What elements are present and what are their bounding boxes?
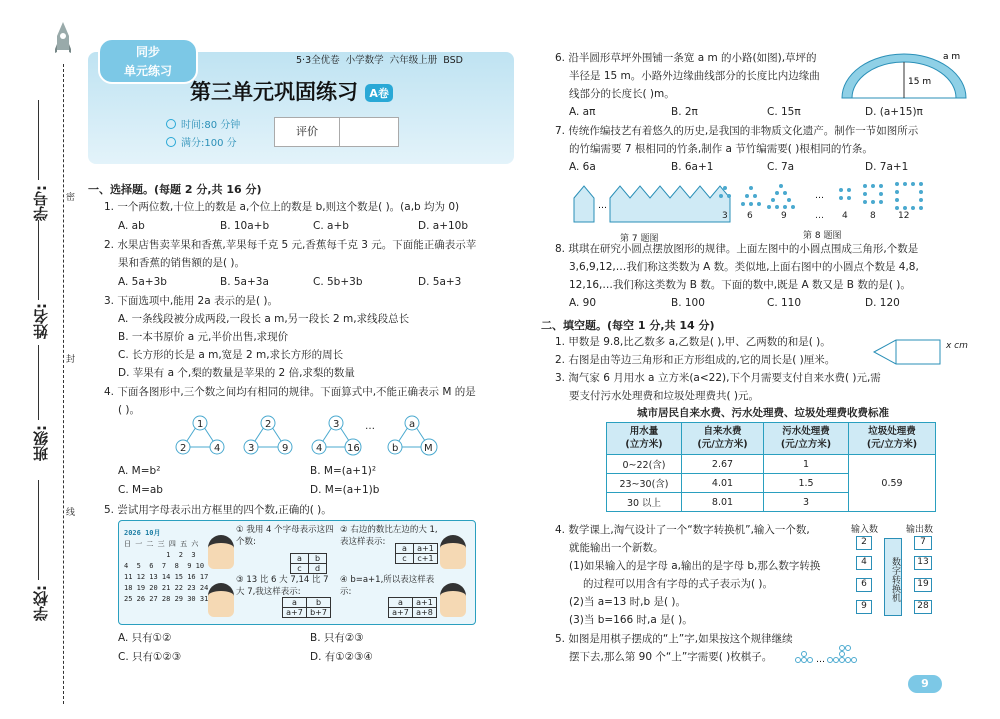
q8-opt-a: A. 90 — [569, 297, 597, 309]
g3-cell: a — [283, 598, 307, 608]
f2-text: 2. 右图是由等边三角形和正方形组成的,它的周长是( )厘米。 — [555, 354, 836, 366]
svg-text:…: … — [598, 201, 607, 211]
feng-mark: 封 — [66, 355, 76, 365]
tri1-right: 4 — [214, 443, 221, 454]
g1-cell: b — [309, 554, 327, 564]
badge-line1: 同步 — [135, 45, 160, 59]
table-cell: 1.5 — [764, 474, 849, 493]
tri3-left: 4 — [316, 443, 323, 454]
dot-num: 4 — [842, 211, 848, 221]
fee-table — [606, 422, 936, 512]
q1-opt-c: C. a+b — [313, 220, 349, 232]
sec2-heading: 二、填空题。(每空 1 分,共 14 分) — [541, 319, 715, 332]
cal-row: 25 26 27 28 29 30 31 — [124, 595, 209, 603]
g4-cell: a+7 — [389, 608, 413, 618]
f3-text-a: 3. 淘气家 6 月用水 a 立方米(a<22),下个月需要支付自来水费( )元,需 — [555, 372, 881, 384]
th-garbage: 垃圾处理费 (元/立方米) — [849, 423, 936, 455]
child-icon — [440, 535, 466, 569]
tri2-top: 2 — [265, 419, 272, 430]
q4-opt-c: C. M=ab — [118, 484, 163, 496]
statement-1: ① 我用 4 个字母表示这四个数: — [236, 525, 334, 547]
f4-text-d: 的过程可以用含有字母的式子表示为( )。 — [583, 578, 774, 590]
f4-text-e: (2)当 a=13 时,b 是( )。 — [569, 596, 687, 608]
xingming-label: 姓名: — [32, 303, 50, 339]
time-text: 时间:80 分钟 — [181, 120, 241, 131]
q7-text2: 的竹编需要 7 根相同的竹条,制作 a 节竹编需要( )根相同的竹条。 — [569, 143, 873, 155]
table-cell: 3 — [764, 493, 849, 512]
q1-opt-d: D. a+10b — [418, 220, 469, 232]
q3-opt-a: A. 一条线段被分成两段,一段长 a m,另一段长 2 m,求线段总长 — [118, 313, 410, 325]
xingming-line — [38, 220, 39, 300]
machine-in-label: 输入数 — [851, 525, 879, 535]
tri2-right: 9 — [282, 443, 289, 454]
q6-text3: 线部分的长度长( )m。 — [569, 88, 675, 100]
table-cell: 2.67 — [682, 455, 764, 474]
f1-text: 1. 甲数是 9.8,比乙数多 a,乙数是( ),甲、乙两数的和是( )。 — [555, 336, 831, 348]
tri4-top: a — [409, 419, 416, 430]
g1-cell: d — [309, 564, 327, 574]
g2-cell: a+1 — [414, 544, 438, 554]
xuehao-line — [38, 100, 39, 180]
q6-opt-a: A. aπ — [569, 106, 596, 118]
title-tag: A卷 — [365, 84, 393, 102]
tri-2 — [244, 416, 292, 454]
th-sewage: 污水处理费 (元/立方米) — [764, 423, 849, 455]
q6-text1: 6. 沿半圆形草坪外围铺一条宽 a m 的小路(如图),草坪的 — [555, 52, 817, 64]
machine-out-label: 输出数 — [906, 525, 934, 535]
g3-cell: b+7 — [307, 608, 331, 618]
child-icon — [208, 535, 234, 569]
cal-head: 2026 10月 — [124, 529, 161, 537]
clock-icon — [166, 119, 176, 129]
badge — [98, 38, 198, 84]
grid-1 — [290, 553, 327, 574]
q4-triangles — [165, 415, 450, 460]
tri1-top: 1 — [197, 419, 204, 430]
q5-text: 5. 尝试用字母表示出方框里的四个数,正确的( )。 — [104, 504, 332, 516]
q7-opt-b: B. 6a+1 — [671, 161, 714, 173]
in-box: 6 — [856, 578, 872, 592]
g2-cell: c+1 — [414, 554, 438, 564]
tri2-left: 3 — [248, 443, 255, 454]
tri-3 — [312, 416, 361, 455]
q2-opt-b: B. 5a+3a — [220, 276, 269, 288]
rating-label: 评价 — [275, 118, 340, 146]
q2-opt-c: C. 5b+3b — [313, 276, 363, 288]
page-title — [190, 76, 393, 106]
score-text: 满分:100 分 — [181, 138, 237, 149]
banji-line — [38, 345, 39, 420]
in-box: 4 — [856, 556, 872, 570]
f2-side-label: x cm — [946, 341, 968, 351]
binding-line — [63, 64, 64, 704]
svg-text:…: … — [815, 191, 824, 201]
tri3-right: 16 — [347, 443, 360, 454]
banji-label: 班级: — [32, 425, 50, 461]
q6-opt-d: D. (a+15)π — [865, 106, 923, 118]
dot-num: … — [815, 211, 824, 221]
out-box: 28 — [914, 600, 932, 614]
q1-text: 1. 一个两位数,十位上的数是 a,个位上的数是 b,则这个数是( )。(a,b 均为 0) — [104, 201, 460, 213]
g1-cell: c — [291, 564, 309, 574]
table-cell: 1 — [764, 455, 849, 474]
rating-box — [274, 117, 399, 147]
xuehao-label: 学号: — [32, 185, 50, 221]
machine-io — [856, 536, 936, 616]
table-cell: 23~30(含) — [607, 474, 682, 493]
q6-text2: 半径是 15 m。小路外边缘曲线部分的长度比内边缘曲 — [569, 70, 820, 82]
q8-text1: 8. 琪琪在研究小圆点摆放图形的规律。上面左图中的小圆点围成三角形,个数是 — [555, 243, 919, 255]
sec1-heading: 一、选择题。(每题 2 分,共 16 分) — [88, 183, 262, 196]
statement-4: ④ b=a+1,所以表这样表示: — [340, 575, 435, 597]
mi-mark: 密 — [66, 193, 76, 203]
q4-opt-a: A. M=b² — [118, 465, 161, 477]
dot-num: 6 — [747, 211, 753, 221]
xuexiao-line — [38, 480, 39, 580]
f4-text-f: (3)当 b=166 时,a 是( )。 — [569, 614, 693, 626]
table-cell: 4.01 — [682, 474, 764, 493]
q4-text2: ( )。 — [118, 404, 141, 416]
cal-row: 1 2 3 — [124, 551, 196, 559]
q3-opt-c: C. 长方形的长是 a m,宽是 2 m,求长方形的周长 — [118, 349, 344, 361]
q6-semicircle-figure — [838, 50, 978, 102]
q8-text3: 12,16,…我们称这类数为 B 数。下面的数中,既是 A 数又是 B 数的是( )。 — [569, 279, 911, 291]
g3-cell: b — [307, 598, 331, 608]
header-info: 5·3全优卷 小学数学 六年级上册 BSD — [296, 55, 463, 66]
q3-opt-d: D. 苹果有 a 个,梨的数量是苹果的 2 倍,求梨的数量 — [118, 367, 355, 379]
tri-1 — [176, 416, 224, 454]
q8-opt-d: D. 120 — [865, 297, 900, 309]
statement-3: ③ 13 比 6 大 7,14 比 7 大 7,我这样表示: — [236, 575, 329, 597]
g4-cell: a — [389, 598, 413, 608]
table-cell: 8.01 — [682, 493, 764, 512]
th-water: 自来水费 (元/立方米) — [682, 423, 764, 455]
q1-opt-a: A. ab — [118, 220, 145, 232]
rocket-icon — [55, 22, 71, 60]
cal-week: 日 一 二 三 四 五 六 — [124, 540, 199, 548]
child-icon — [440, 583, 466, 617]
child-icon — [208, 583, 234, 617]
q5-opt-a: A. 只有①② — [118, 632, 172, 644]
chess-piece-figure — [790, 640, 870, 666]
table-title: 城市居民自来水费、污水处理费、垃圾处理费收费标准 — [637, 407, 889, 419]
grid-2 — [395, 543, 438, 564]
q6-radius-label: 15 m — [908, 77, 932, 87]
page-number-badge: 9 — [908, 675, 942, 693]
tri4-left: b — [392, 443, 399, 454]
q3-opt-b: B. 一本书原价 a 元,半价出售,求现价 — [118, 331, 289, 343]
f4-text-c: (1)如果输入的是字母 a,输出的是字母 b,那么数字转换 — [569, 560, 821, 572]
dot-num: 12 — [898, 211, 910, 221]
dot-num: 3 — [722, 211, 728, 221]
g4-cell: a+8 — [413, 608, 437, 618]
q8-caption: 第 8 题图 — [803, 231, 842, 241]
f5-text-a: 5. 如图是用棋子摆成的“上”字,如果按这个规律继续 — [555, 633, 793, 645]
g2-cell: c — [396, 554, 414, 564]
tri3-top: 3 — [333, 419, 340, 430]
q4-opt-b: B. M=(a+1)² — [310, 465, 377, 477]
tri-4 — [388, 416, 437, 455]
q6-opt-c: C. 15π — [767, 106, 801, 118]
q2-opt-d: D. 5a+3 — [418, 276, 462, 288]
q7-caption: 第 7 题图 — [620, 234, 659, 244]
tri-ellipsis: … — [365, 421, 375, 432]
dot-num: 9 — [781, 211, 787, 221]
g2-cell: a — [396, 544, 414, 554]
cal-row: 4 5 6 7 8 9 10 — [124, 562, 205, 570]
f5-text-b: 摆下去,那么第 90 个“上”字需要( )枚棋子。 — [569, 651, 773, 663]
svg-text:…: … — [816, 655, 825, 665]
machine-body: 数字转换机 — [884, 538, 902, 616]
q8-opt-b: B. 100 — [671, 297, 705, 309]
f4-text-b: 就能输出一个新数。 — [569, 542, 664, 554]
q7-opt-c: C. 7a — [767, 161, 795, 173]
table-cell-merged: 0.59 — [849, 455, 936, 512]
q7-opt-d: D. 7a+1 — [865, 161, 909, 173]
cal-row: 18 19 20 21 22 23 24 — [124, 584, 209, 592]
g1-cell: a — [291, 554, 309, 564]
out-box: 7 — [914, 536, 932, 550]
dot-num: 8 — [870, 211, 876, 221]
g4-cell: a+1 — [413, 598, 437, 608]
in-box: 9 — [856, 600, 872, 614]
q4-opt-d: D. M=(a+1)b — [310, 484, 380, 496]
f3-text-b: 要支付污水处理费和垃圾处理费共( )元。 — [569, 390, 760, 402]
grid-3 — [282, 597, 331, 618]
xian-mark: 线 — [66, 508, 76, 518]
q8-text2: 3,6,9,12,…我们称这类数为 A 数。类似地,上面右图中的小圆点个数是 4,8, — [569, 261, 919, 273]
calendar — [124, 528, 209, 605]
q6-opt-b: B. 2π — [671, 106, 698, 118]
in-box: 2 — [856, 536, 872, 550]
title-text: 第三单元巩固练习 — [190, 80, 358, 104]
q7-opt-a: A. 6a — [569, 161, 596, 173]
q3-text: 3. 下面选项中,能用 2a 表示的是( )。 — [104, 295, 279, 307]
out-box: 13 — [914, 556, 932, 570]
q6-width-label: a m — [943, 52, 961, 62]
badge-line2: 单元练习 — [123, 64, 172, 78]
table-cell: 0~22(含) — [607, 455, 682, 474]
q2-opt-a: A. 5a+3b — [118, 276, 167, 288]
out-box: 19 — [914, 578, 932, 592]
tri4-right: M — [424, 443, 433, 454]
th-usage: 用水量 (立方米) — [607, 423, 682, 455]
grid-4 — [388, 597, 437, 618]
statement-2: ② 右边的数比左边的大 1,表这样表示: — [340, 525, 438, 547]
q8-opt-c: C. 110 — [767, 297, 802, 309]
table-cell: 30 以上 — [607, 493, 682, 512]
q5-opt-c: C. 只有①②③ — [118, 651, 182, 663]
xuexiao-label: 学校: — [32, 585, 50, 621]
check-icon — [166, 137, 176, 147]
g3-cell: a+7 — [283, 608, 307, 618]
cal-row: 11 12 13 14 15 16 17 — [124, 573, 209, 581]
q5-opt-d: D. 有①②③④ — [310, 651, 373, 663]
q5-opt-b: B. 只有②③ — [310, 632, 364, 644]
q2-text1: 2. 水果店售卖苹果和香蕉,苹果每千克 5 元,香蕉每千克 3 元。下面能正确表示苹 — [104, 239, 477, 251]
tri1-left: 2 — [180, 443, 187, 454]
f4-text-a: 4. 数学课上,淘气设计了一个“数字转换机”,输入一个数, — [555, 524, 810, 536]
q2-text2: 果和香蕉的销售额的是( )。 — [118, 257, 246, 269]
q4-text1: 4. 下面各图形中,三个数之间均有相同的规律。下面算式中,不能正确表示 M 的是 — [104, 386, 476, 398]
q1-opt-b: B. 10a+b — [220, 220, 270, 232]
q7-text1: 7. 传统作编技艺有着悠久的历史,是我国的非物质文化遗产。制作一节如图所示 — [555, 125, 919, 137]
